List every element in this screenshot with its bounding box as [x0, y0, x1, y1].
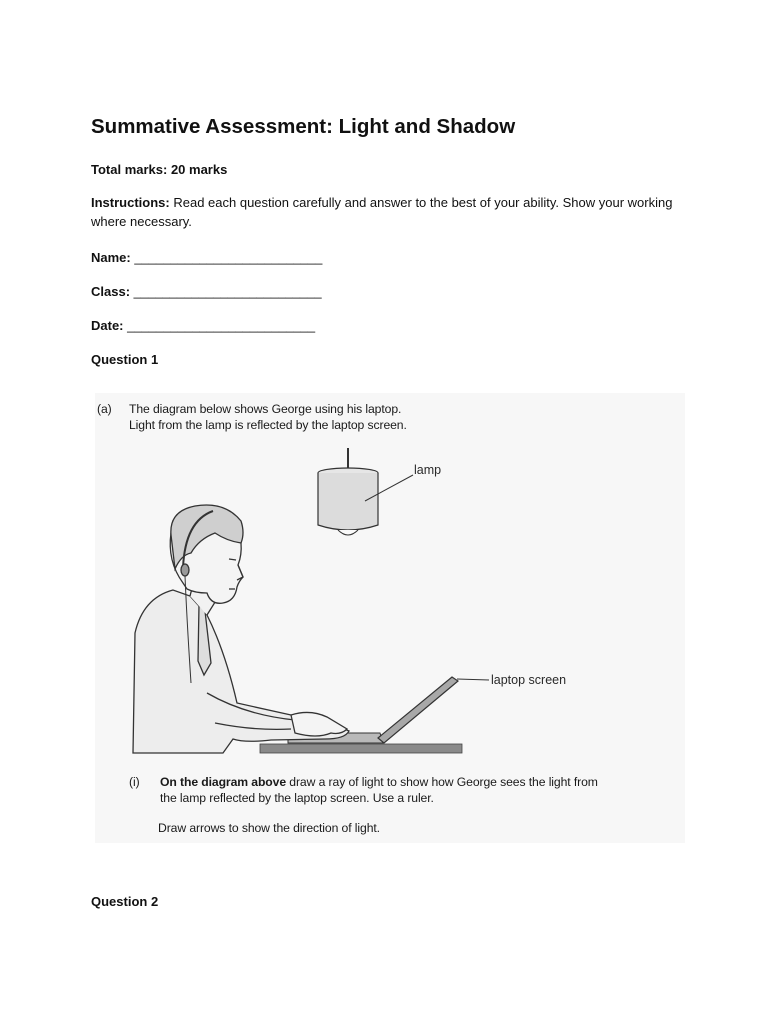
- part-a-label: (a): [97, 402, 112, 416]
- part-i-bold: On the diagram above: [160, 775, 286, 789]
- george-figure-icon: [133, 505, 349, 753]
- name-line[interactable]: __________________________: [130, 250, 323, 265]
- name-label: Name:: [91, 250, 131, 265]
- question-1-heading: Question 1: [91, 352, 159, 367]
- lamp-label: lamp: [414, 463, 442, 477]
- laptop-screen-label: laptop screen: [491, 673, 567, 687]
- part-a-line-2: Light from the lamp is reflected by the laptop screen.: [129, 418, 407, 432]
- class-field[interactable]: [91, 282, 322, 301]
- part-a-line-1: The diagram below shows George using his laptop.: [129, 402, 402, 416]
- instructions-label: Instructions:: [91, 195, 170, 210]
- lamp-icon: [318, 468, 378, 535]
- date-label: Date:: [91, 318, 124, 333]
- question-2-heading: Question 2: [91, 894, 159, 909]
- class-label: Class:: [91, 284, 131, 299]
- instructions-text: Read each question carefully and answer to the best of your ability. Show your working where necessary.: [91, 195, 673, 229]
- class-line[interactable]: __________________________: [130, 284, 322, 299]
- part-i-label: (i): [129, 775, 140, 789]
- desk: [260, 744, 462, 753]
- date-field[interactable]: [91, 316, 315, 335]
- date-line[interactable]: __________________________: [123, 318, 316, 333]
- instructions: [91, 193, 681, 231]
- part-i-line-3: Draw arrows to show the direction of light.: [158, 821, 380, 835]
- total-marks: Total marks: 20 marks: [91, 162, 228, 177]
- page-title: Summative Assessment: Light and Shadow: [91, 115, 516, 138]
- question-1-figure: [95, 393, 685, 843]
- name-field[interactable]: [91, 248, 322, 267]
- part-i-text: [160, 774, 630, 806]
- part-i-line-1: draw a ray of light to show how George sees the light from: [286, 775, 598, 789]
- part-i-line-2: the lamp reflected by the laptop screen. Use a ruler.: [160, 791, 434, 805]
- laptop-screen-leader-line: [457, 679, 489, 680]
